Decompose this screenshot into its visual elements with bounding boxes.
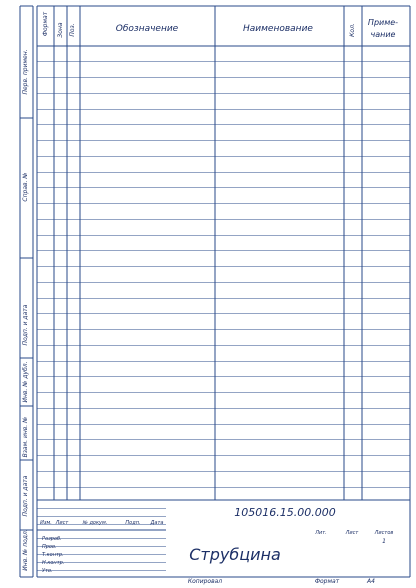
col-podp: Подп. <box>125 520 141 526</box>
doc-number: 105016.15.00.000 <box>234 506 336 519</box>
header-note: Приме- <box>367 18 399 27</box>
col-ndok: № докум. <box>82 520 108 526</box>
nkontr-label: Н.контр. <box>42 560 65 566</box>
label-sprav-no: Справ. № <box>22 172 29 202</box>
label-inv-podl: Инв. № подл. <box>22 529 29 571</box>
col-list: Лист <box>55 520 69 526</box>
header-note-2: чание <box>370 30 396 39</box>
header-designation: Обозначение <box>115 24 179 34</box>
header-zone: Зона <box>57 22 64 38</box>
label-vzam-inv: Взам. инв. № <box>22 416 29 458</box>
col-izm: Изм. <box>40 520 52 526</box>
label-perv-primen: Перв. примен. <box>22 49 29 95</box>
label-podp-date-2: Подп. и дата <box>22 475 29 517</box>
prov-label: Пров. <box>42 544 57 550</box>
header-pos: Поз. <box>69 23 76 37</box>
label-inv-dubl: Инв. № дубл. <box>22 361 29 403</box>
list-label: Лист <box>345 530 359 536</box>
col-data: Дата <box>150 520 164 526</box>
lit-label: Лит. <box>315 530 327 536</box>
table-header <box>42 11 398 39</box>
header-name: Наименование <box>243 24 313 34</box>
table-grid <box>20 6 410 577</box>
listov-value: 1 <box>382 538 386 545</box>
left-margin-labels <box>22 49 29 570</box>
format-label: Формат <box>314 578 340 585</box>
kopiroval-label: Копировал <box>187 578 223 585</box>
format-value: А4 <box>367 578 375 585</box>
tkontr-label: Т.контр. <box>42 552 64 558</box>
header-format: Формат <box>42 11 49 37</box>
footer <box>188 578 375 585</box>
header-qty: Кол. <box>349 23 356 37</box>
listov-label: Листов <box>374 530 394 536</box>
razrab-label: Разраб. <box>42 536 62 542</box>
utv-label: Утв. <box>42 568 53 574</box>
label-podp-date: Подп. и дата <box>22 304 29 346</box>
title: Струбцина <box>189 545 281 564</box>
